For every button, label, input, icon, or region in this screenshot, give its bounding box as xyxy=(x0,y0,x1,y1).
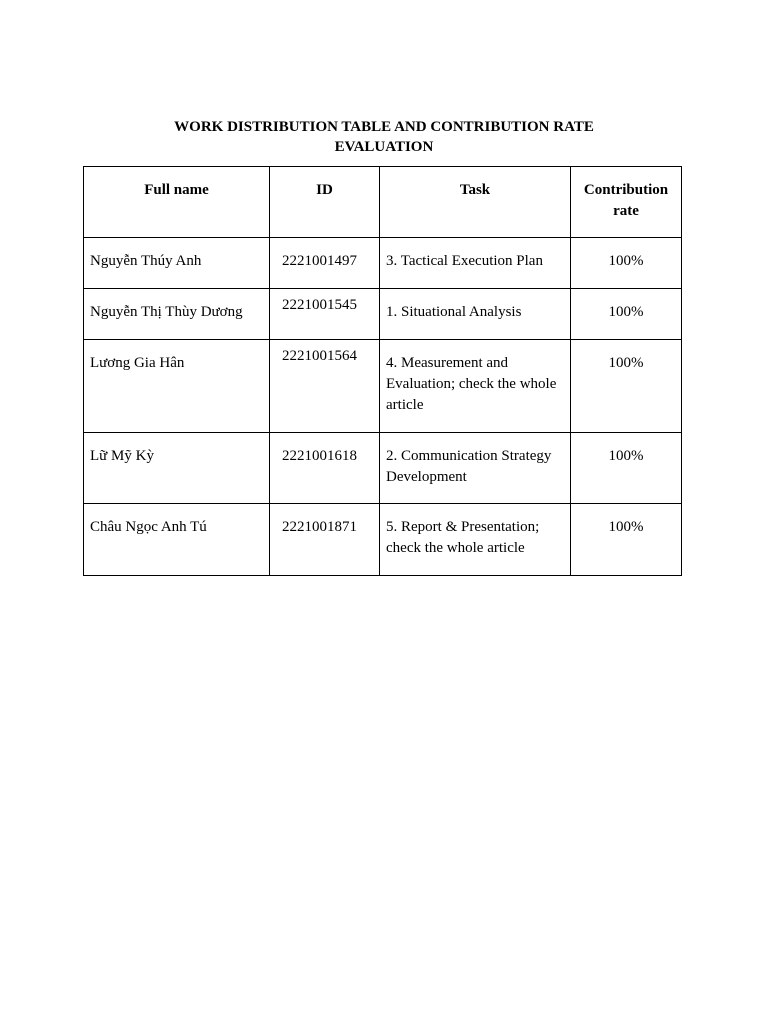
cell-task: 4. Measurement and Evaluation; check the whole article xyxy=(380,340,571,433)
table-header-row xyxy=(84,167,682,238)
cell-id: 2221001564 xyxy=(270,340,380,433)
table-row xyxy=(84,340,682,433)
header-contribution-rate: Contribution rate xyxy=(571,167,682,238)
cell-contribution-rate: 100% xyxy=(571,289,682,340)
table-row xyxy=(84,238,682,289)
cell-task: 1. Situational Analysis xyxy=(380,289,571,340)
cell-full-name: Lương Gia Hân xyxy=(84,340,270,433)
cell-full-name: Nguyễn Thúy Anh xyxy=(84,238,270,289)
cell-id: 2221001545 xyxy=(270,289,380,340)
cell-contribution-rate: 100% xyxy=(571,238,682,289)
cell-task: 2. Communication Strategy Development xyxy=(380,433,571,504)
table-row xyxy=(84,289,682,340)
header-task: Task xyxy=(380,167,571,238)
document-title-line-2: EVALUATION xyxy=(334,139,434,155)
cell-id: 2221001618 xyxy=(270,433,380,504)
cell-full-name: Lữ Mỹ Kỳ xyxy=(84,433,270,504)
header-id: ID xyxy=(270,167,380,238)
cell-id: 2221001871 xyxy=(270,504,380,576)
header-full-name: Full name xyxy=(84,167,270,238)
table-row xyxy=(84,433,682,504)
cell-contribution-rate: 100% xyxy=(571,504,682,576)
cell-id: 2221001497 xyxy=(270,238,380,289)
cell-full-name: Nguyễn Thị Thùy Dương xyxy=(84,289,270,340)
table-row xyxy=(84,504,682,576)
cell-task: 3. Tactical Execution Plan xyxy=(380,238,571,289)
cell-contribution-rate: 100% xyxy=(571,340,682,433)
work-distribution-table xyxy=(83,166,682,576)
cell-contribution-rate: 100% xyxy=(571,433,682,504)
document-title-line-1: WORK DISTRIBUTION TABLE AND CONTRIBUTION RATE xyxy=(174,119,594,135)
document-title xyxy=(0,117,768,157)
cell-full-name: Châu Ngọc Anh Tú xyxy=(84,504,270,576)
cell-task: 5. Report & Presentation; check the whole article xyxy=(380,504,571,576)
